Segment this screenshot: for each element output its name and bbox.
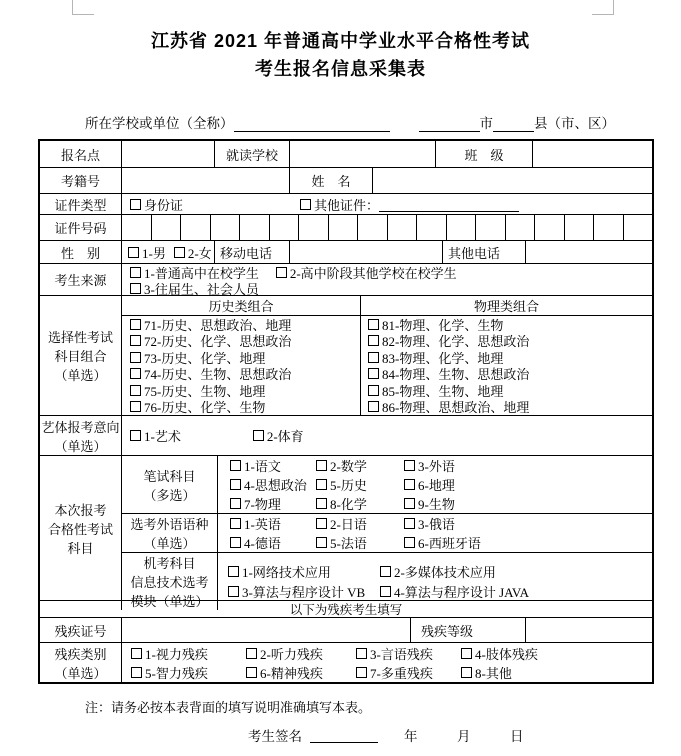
subject-checkbox-4[interactable] xyxy=(230,479,241,490)
school-blank-underline[interactable] xyxy=(234,117,390,132)
subject-option-7[interactable] xyxy=(230,494,316,513)
disability-type-label xyxy=(40,643,121,682)
row-candidate-source xyxy=(40,263,652,295)
digit-box[interactable] xyxy=(446,215,476,240)
language-checkbox-1[interactable] xyxy=(230,518,241,529)
mobile-phone-label: 移动电话 xyxy=(214,241,289,263)
subject-option-5[interactable] xyxy=(316,475,404,494)
disability-option-1-label: 1-视力残疾 xyxy=(145,646,208,662)
id-card-checkbox[interactable] xyxy=(130,199,141,210)
disability-option-3[interactable] xyxy=(356,644,461,663)
selective-combo-label xyxy=(40,296,121,415)
subject-option-1[interactable] xyxy=(230,456,316,475)
source-option-2[interactable] xyxy=(276,263,457,282)
combo-option-72-label: 72-历史、化学、思想政治 xyxy=(144,334,292,350)
it-option-4-label: 4-算法与程序设计 JAVA xyxy=(394,585,529,600)
digit-box[interactable] xyxy=(239,215,269,240)
disability-option-8[interactable] xyxy=(461,663,512,682)
disability-option-6[interactable] xyxy=(246,663,356,682)
row-disability-type xyxy=(40,642,652,682)
subject-checkbox-7[interactable] xyxy=(230,498,241,509)
combo-option-86[interactable] xyxy=(368,397,529,416)
row-disability-certificate xyxy=(40,617,652,642)
art-option-label: 1-艺术 xyxy=(144,429,181,444)
subject-option-5-label: 5-历史 xyxy=(330,478,367,493)
source-option-1-label: 1-普通高中在校学生 xyxy=(144,265,259,281)
foreign-language-label-line2: （单选） xyxy=(143,536,196,551)
disability-checkbox-6[interactable] xyxy=(246,667,257,678)
subject-checkbox-8[interactable] xyxy=(316,498,327,509)
digit-box[interactable] xyxy=(387,215,417,240)
disability-option-2-label: 2-听力残疾 xyxy=(260,646,323,662)
digit-box[interactable] xyxy=(180,215,210,240)
attending-school-input-cell[interactable] xyxy=(289,141,435,167)
form-title-line2: 考生报名信息采集表 xyxy=(255,59,426,79)
it-option-2-label: 2-多媒体技术应用 xyxy=(394,565,496,580)
subject-option-8[interactable] xyxy=(316,494,404,513)
registration-point-input-cell[interactable] xyxy=(121,141,214,167)
combo-checkbox-74[interactable] xyxy=(130,368,141,379)
disability-checkbox-5[interactable] xyxy=(131,667,142,678)
combo-option-84-label: 84-物理、生物、思想政治 xyxy=(382,367,530,383)
subject-option-9-label: 9-生物 xyxy=(418,497,455,512)
digit-box[interactable] xyxy=(151,215,181,240)
school-label: 所在学校或单位（全称） xyxy=(85,116,234,131)
subject-option-6-label: 6-地理 xyxy=(418,478,455,493)
combo-checkbox-75[interactable] xyxy=(130,385,141,396)
row-disability-section-header xyxy=(40,600,652,617)
combo-checkbox-72[interactable] xyxy=(130,335,141,346)
disability-cert-input-cell[interactable] xyxy=(121,618,410,642)
subject-option-9[interactable] xyxy=(404,494,455,513)
it-option-1[interactable] xyxy=(228,562,380,581)
foreign-language-options xyxy=(217,514,652,552)
page-margin-corner-mark-right xyxy=(592,0,614,15)
certificate-type-label: 证件类型 xyxy=(54,197,107,213)
row-certificate-type xyxy=(40,193,652,214)
subject-checkbox-1[interactable] xyxy=(230,460,241,471)
row-selective-subject-combo xyxy=(40,295,652,415)
gender-options xyxy=(121,241,214,263)
disability-type-label-line1: 残疾类别 xyxy=(54,646,107,662)
digit-box[interactable] xyxy=(121,215,151,240)
name-label: 姓 名 xyxy=(289,168,372,193)
current-exam-label-line1: 本次报考 xyxy=(54,502,107,518)
source-option-3[interactable] xyxy=(130,279,259,298)
row-art-sport-intent xyxy=(40,415,652,455)
row-certificate-number xyxy=(40,214,652,240)
disability-type-options xyxy=(121,643,652,682)
language-option-1-label: 1-英语 xyxy=(244,517,281,532)
other-cert-blank-underline[interactable] xyxy=(379,197,519,212)
disability-option-4-label: 4-肢体残疾 xyxy=(475,646,538,662)
county-blank-underline[interactable] xyxy=(493,117,534,132)
art-sport-label xyxy=(40,416,121,455)
footnote: 注：请务必按本表背面的填写说明准确填写本表。 xyxy=(85,700,372,715)
disability-option-5-label: 5-智力残疾 xyxy=(145,665,208,681)
combo-option-76-label: 76-历史、化学、生物 xyxy=(144,400,266,416)
digit-box[interactable] xyxy=(623,215,653,240)
sport-option[interactable] xyxy=(253,426,304,445)
language-option-3[interactable] xyxy=(404,514,455,533)
subject-option-2-label: 2-数学 xyxy=(330,459,367,474)
computer-exam-label-line3: 模块（单选） xyxy=(130,594,209,609)
computer-exam-label-line1: 机考科目 xyxy=(143,556,196,571)
language-option-4[interactable] xyxy=(230,533,316,552)
attending-school-label: 就读学校 xyxy=(214,141,289,167)
other-phone-label: 其他电话 xyxy=(442,241,525,263)
certificate-number-label: 证件号码 xyxy=(54,221,107,236)
combo-checkbox-86[interactable] xyxy=(368,401,379,412)
language-option-2[interactable] xyxy=(316,514,404,533)
female-option-label: 2-女 xyxy=(187,245,212,261)
subject-checkbox-3[interactable] xyxy=(404,460,415,471)
digit-box[interactable] xyxy=(269,215,299,240)
disability-section-header: 以下为残疾考生填写 xyxy=(289,603,403,617)
language-option-3-label: 3-俄语 xyxy=(418,517,455,532)
combo-option-75-label: 75-历史、生物、地理 xyxy=(144,383,266,399)
combo-option-85-label: 85-物理、生物、地理 xyxy=(382,383,504,399)
combo-option-73-label: 73-历史、化学、地理 xyxy=(144,350,266,366)
male-option[interactable] xyxy=(128,243,166,262)
id-card-option[interactable] xyxy=(130,195,183,214)
id-card-option-label: 身份证 xyxy=(144,197,184,213)
subject-option-1-label: 1-语文 xyxy=(244,459,281,474)
row-gender-phone xyxy=(40,240,652,263)
digit-box[interactable] xyxy=(328,215,358,240)
it-option-1-label: 1-网络技术应用 xyxy=(242,565,331,580)
digit-box[interactable] xyxy=(534,215,564,240)
subject-checkbox-5[interactable] xyxy=(316,479,327,490)
disability-checkbox-8[interactable] xyxy=(461,667,472,678)
combo-option-82-label: 82-物理、化学、思想政治 xyxy=(382,334,530,350)
combo-option-81-label: 81-物理、化学、生物 xyxy=(382,317,504,333)
male-checkbox[interactable] xyxy=(128,247,139,258)
combo-checkbox-82[interactable] xyxy=(368,335,379,346)
combo-option-74-label: 74-历史、生物、思想政治 xyxy=(144,367,292,383)
foreign-language-label xyxy=(121,514,217,552)
language-option-1[interactable] xyxy=(230,514,316,533)
it-option-3[interactable] xyxy=(228,582,380,601)
physics-combo-header: 物理类组合 xyxy=(360,296,652,315)
day-label: 日 xyxy=(510,729,524,744)
source-option-3-label: 3-往届生、社会人员 xyxy=(144,281,259,297)
candidate-source-label: 考生来源 xyxy=(54,273,107,288)
foreign-language-label-line1: 选考外语语种 xyxy=(130,517,209,532)
disability-type-label-line2: （单选） xyxy=(54,665,107,681)
subject-option-3[interactable] xyxy=(404,456,455,475)
source-checkbox-1[interactable] xyxy=(130,267,141,278)
certificate-number-boxes xyxy=(121,215,652,240)
art-sport-label-line2: （单选） xyxy=(54,438,107,454)
language-option-2-label: 2-日语 xyxy=(330,517,367,532)
art-checkbox[interactable] xyxy=(130,430,141,441)
disability-option-8-label: 8-其他 xyxy=(475,665,512,681)
year-label: 年 xyxy=(404,729,418,744)
combo-option-86-label: 86-物理、思想政治、地理 xyxy=(382,400,530,416)
history-combo-options xyxy=(121,316,360,415)
written-subjects-options xyxy=(217,456,652,513)
registration-point-label: 报名点 xyxy=(60,147,100,163)
source-checkbox-2[interactable] xyxy=(276,267,287,278)
female-option[interactable] xyxy=(174,243,212,262)
disability-option-1[interactable] xyxy=(131,644,246,663)
language-checkbox-6[interactable] xyxy=(404,537,415,548)
combo-option-83-label: 83-物理、化学、地理 xyxy=(382,350,504,366)
it-checkbox-1[interactable] xyxy=(228,566,239,577)
gender-label: 性 别 xyxy=(60,245,100,261)
it-option-2[interactable] xyxy=(380,562,496,581)
combo-option-76[interactable] xyxy=(130,397,265,416)
art-sport-options xyxy=(121,416,652,455)
it-checkbox-4[interactable] xyxy=(380,586,391,597)
source-checkbox-3[interactable] xyxy=(130,283,141,294)
current-exam-label xyxy=(40,456,121,600)
written-subjects-label-line1: 笔试科目 xyxy=(143,468,196,484)
certificate-type-options xyxy=(121,194,652,214)
digit-box[interactable] xyxy=(357,215,387,240)
selective-combo-label-line1: 选择性考试 xyxy=(47,330,113,345)
subject-checkbox-9[interactable] xyxy=(404,498,415,509)
county-suffix: 县（市、区） xyxy=(534,116,615,131)
digit-box[interactable] xyxy=(505,215,535,240)
registration-form-table xyxy=(38,139,654,684)
it-option-3-label: 3-算法与程序设计 VB xyxy=(242,585,366,600)
selective-combo-label-line3: （单选） xyxy=(54,368,107,383)
current-exam-label-line2: 合格性考试 xyxy=(47,521,113,537)
name-input-cell[interactable] xyxy=(372,168,652,193)
it-checkbox-2[interactable] xyxy=(380,566,391,577)
page-margin-corner-mark-left xyxy=(72,0,94,15)
mobile-phone-input-cell[interactable] xyxy=(289,241,442,263)
language-option-4-label: 4-德语 xyxy=(244,536,281,551)
female-checkbox[interactable] xyxy=(174,247,185,258)
combo-checkbox-73[interactable] xyxy=(130,352,141,363)
exam-register-number-input-cell[interactable] xyxy=(121,168,289,193)
language-option-6-label: 6-西班牙语 xyxy=(418,536,481,551)
signature-label: 考生签名 xyxy=(248,729,302,744)
history-combo-header: 历史类组合 xyxy=(121,296,360,315)
disability-option-2[interactable] xyxy=(246,644,356,663)
written-subjects-label-line2: （多选） xyxy=(143,487,196,503)
art-sport-label-line1: 艺体报考意向 xyxy=(41,419,120,435)
source-option-2-label: 2-高中阶段其他学校在校学生 xyxy=(289,265,457,281)
current-exam-label-line3: 科目 xyxy=(67,540,94,556)
city-blank-underline[interactable] xyxy=(419,117,480,132)
language-checkbox-3[interactable] xyxy=(404,518,415,529)
combo-checkbox-83[interactable] xyxy=(368,352,379,363)
sport-option-label: 2-体育 xyxy=(266,429,304,444)
class-label: 班 级 xyxy=(435,141,532,167)
language-option-5-label: 5-法语 xyxy=(330,536,367,551)
form-title-line1: 江苏省 2021 年普通高中学业水平合格性考试 xyxy=(150,31,531,51)
signature-blank-underline[interactable] xyxy=(310,728,378,743)
subject-option-8-label: 8-化学 xyxy=(330,497,367,512)
subject-checkbox-6[interactable] xyxy=(404,479,415,490)
school-line xyxy=(85,112,615,132)
language-checkbox-5[interactable] xyxy=(316,537,327,548)
disability-grade-input-cell[interactable] xyxy=(525,618,652,642)
combo-option-71-label: 71-历史、思想政治、地理 xyxy=(144,317,292,333)
male-option-label: 1-男 xyxy=(142,245,166,261)
disability-checkbox-3[interactable] xyxy=(356,648,367,659)
digit-box[interactable] xyxy=(210,215,240,240)
sport-checkbox[interactable] xyxy=(253,430,264,441)
language-checkbox-2[interactable] xyxy=(316,518,327,529)
subject-checkbox-2[interactable] xyxy=(316,460,327,471)
physics-combo-options xyxy=(360,316,652,415)
language-checkbox-4[interactable] xyxy=(230,537,241,548)
subject-option-6[interactable] xyxy=(404,475,455,494)
digit-box[interactable] xyxy=(298,215,328,240)
disability-option-5[interactable] xyxy=(131,663,246,682)
disability-option-6-label: 6-精神残疾 xyxy=(260,665,323,681)
computer-exam-label-line2: 信息技术选考 xyxy=(130,575,209,590)
subject-option-3-label: 3-外语 xyxy=(418,459,455,474)
disability-option-3-label: 3-言语残疾 xyxy=(370,646,433,662)
disability-cert-label: 残疾证号 xyxy=(54,623,107,639)
class-input-cell[interactable] xyxy=(532,141,652,167)
row-exam-register-number xyxy=(40,167,652,193)
combo-checkbox-85[interactable] xyxy=(368,385,379,396)
digit-box[interactable] xyxy=(416,215,446,240)
combo-checkbox-76[interactable] xyxy=(130,401,141,412)
row-registration-point xyxy=(40,141,652,167)
other-cert-option-label: 其他证件： xyxy=(314,197,380,213)
subject-option-2[interactable] xyxy=(316,456,404,475)
language-option-5[interactable] xyxy=(316,533,404,552)
digit-box[interactable] xyxy=(475,215,505,240)
subject-option-7-label: 7-物理 xyxy=(244,497,281,512)
other-cert-option[interactable] xyxy=(300,195,379,214)
candidate-source-options xyxy=(121,264,652,295)
row-current-exam-subjects xyxy=(40,455,652,609)
art-option[interactable] xyxy=(130,426,181,445)
combo-checkbox-71[interactable] xyxy=(130,319,141,330)
language-option-6[interactable] xyxy=(404,533,481,552)
it-option-4[interactable] xyxy=(380,582,529,601)
disability-checkbox-2[interactable] xyxy=(246,648,257,659)
other-cert-checkbox[interactable] xyxy=(300,199,311,210)
combo-checkbox-84[interactable] xyxy=(368,368,379,379)
disability-option-7-label: 7-多重残疾 xyxy=(370,665,433,681)
subject-option-4[interactable] xyxy=(230,475,316,494)
month-label: 月 xyxy=(457,729,471,744)
disability-checkbox-7[interactable] xyxy=(356,667,367,678)
disability-grade-label: 残疾等级 xyxy=(410,618,525,642)
exam-register-number-label: 考籍号 xyxy=(60,174,100,189)
other-phone-input-cell[interactable] xyxy=(525,241,652,263)
combo-checkbox-81[interactable] xyxy=(368,319,379,330)
city-suffix: 市 xyxy=(479,116,493,131)
disability-option-7[interactable] xyxy=(356,663,461,682)
digit-box[interactable] xyxy=(593,215,623,240)
disability-option-4[interactable] xyxy=(461,644,538,663)
subject-option-4-label: 4-思想政治 xyxy=(244,478,307,493)
digit-box[interactable] xyxy=(564,215,594,240)
written-subjects-label xyxy=(121,456,217,513)
disability-checkbox-4[interactable] xyxy=(461,648,472,659)
disability-checkbox-1[interactable] xyxy=(131,648,142,659)
selective-combo-label-line2: 科目组合 xyxy=(54,349,107,364)
it-checkbox-3[interactable] xyxy=(228,586,239,597)
